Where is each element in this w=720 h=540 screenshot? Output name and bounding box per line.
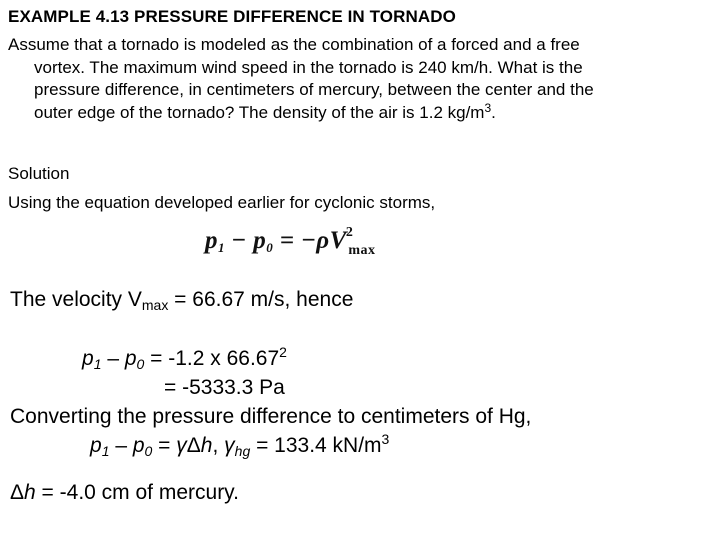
result-line: Δh = -4.0 cm of mercury. — [10, 481, 239, 504]
period: . — [491, 102, 496, 122]
problem-line: pressure difference, in centimeters of mercury, between the center and the — [34, 80, 594, 99]
problem-line: Assume that a tornado is modeled as the combination of a forced and a free — [8, 35, 580, 54]
velocity-line: The velocity $V_{max} = 66.67$ m/s, hence — [10, 288, 354, 313]
cyclonic-storm-equation: $p_1 - p_0 = -\rho V^2_{max}$ — [205, 225, 376, 258]
conversion-line: Converting the pressure difference to centimeters of Hg, — [10, 405, 532, 428]
solution-intro: Using the equation developed earlier for cyclonic storms, — [8, 193, 436, 212]
problem-statement — [8, 34, 698, 124]
example-title: EXAMPLE 4.13 PRESSURE DIFFERENCE IN TORNADO — [8, 7, 456, 26]
problem-line — [8, 102, 698, 125]
density-exponent: 3 — [484, 100, 492, 115]
pressure-step-3: $p_1 - p_0 = \gamma\Delta h$, $\gamma_{hg} = 133.4$ $kN/m^3$ — [90, 431, 390, 459]
problem-line-text: outer edge of the tornado? The density of the air is 1.2 kg/m — [34, 102, 485, 122]
solution-heading: Solution — [8, 164, 70, 183]
pressure-step-1: $p_1 - p_0 = -1.2$ x 66.67$^2$ — [82, 344, 287, 372]
pressure-step-2: = -5333.3 Pa — [164, 376, 285, 399]
problem-line: vortex. The maximum wind speed in the tornado is 240 km/h. What is the — [34, 57, 583, 77]
